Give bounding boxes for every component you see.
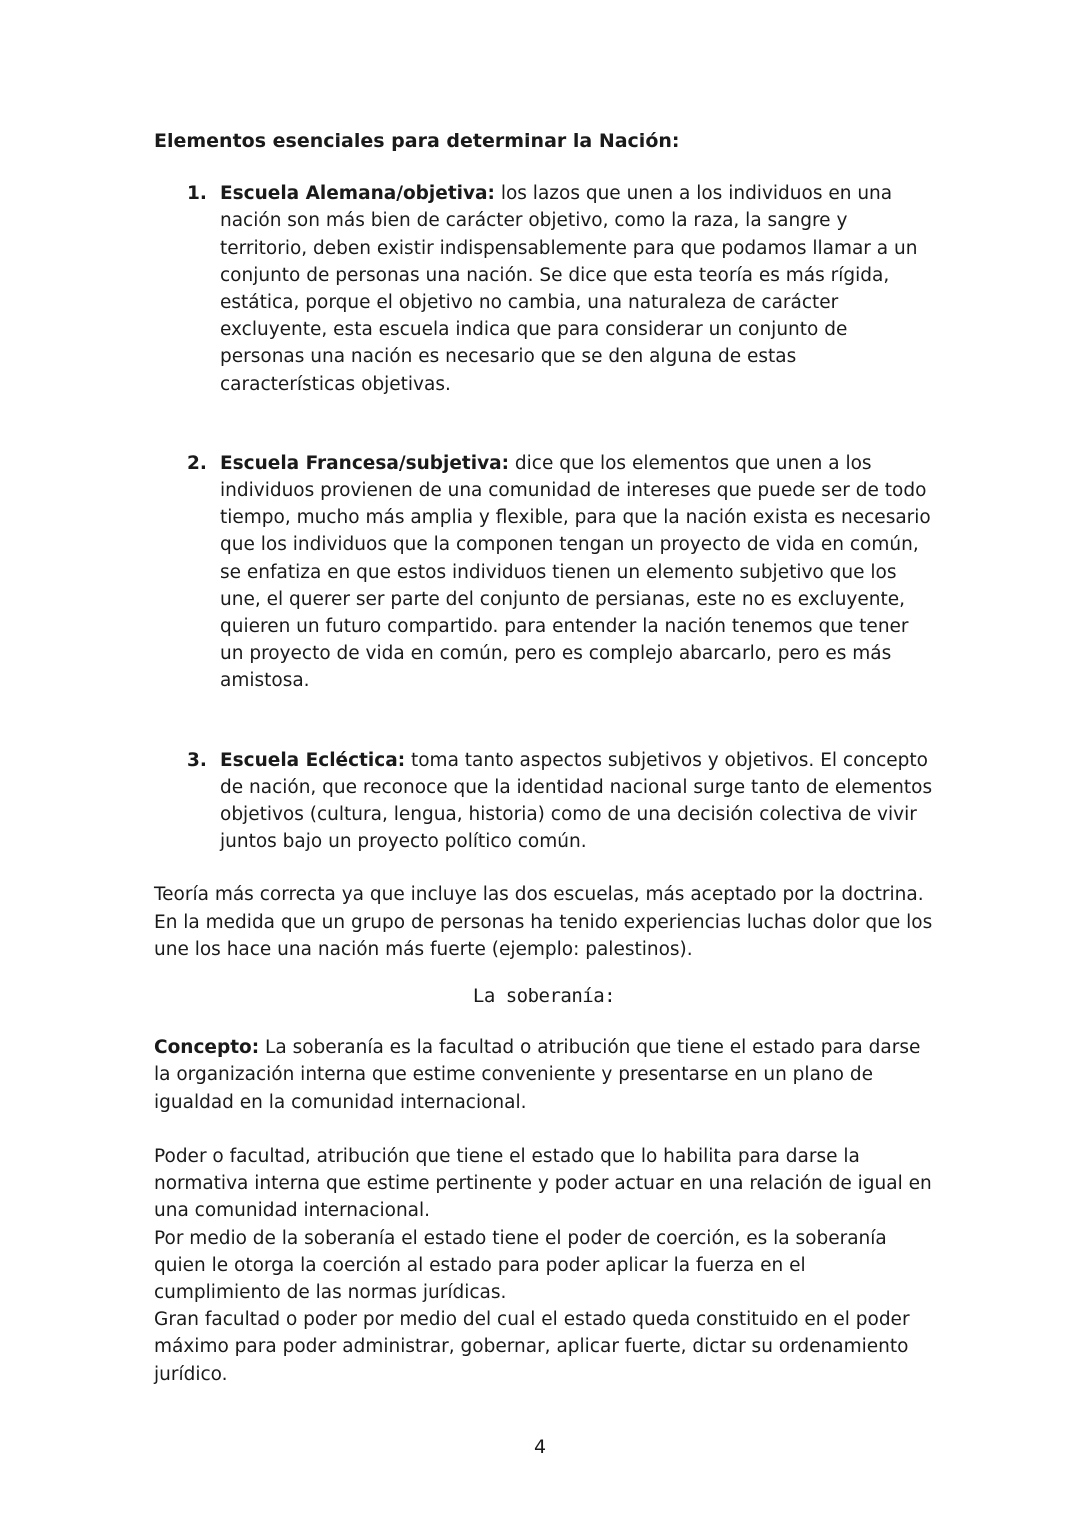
page-number: 4 (533, 1436, 547, 1458)
sovereignty-title: La soberanía: (472, 985, 616, 1008)
concept-term: Concepto: (154, 1037, 260, 1059)
school-term: Escuela Ecléctica: (220, 749, 406, 771)
list-item (154, 450, 934, 695)
document-page (154, 128, 934, 1388)
paragraph-gap (154, 1116, 934, 1143)
body-paragraph: Por medio de la soberanía el estado tiene el poder de coerción, es la soberanía quien le otorga la coerción al estado para poder aplicar la fuerza en el cumplimiento de las normas jurídicas. (154, 1227, 887, 1303)
list-number: 1. (187, 183, 207, 205)
school-description: los lazos que unen a los individuos en una nación son más bien de carácter objetivo, como la raza, la sangre y territorio, deben existir indispensablemente para que podamos llamar a un conjunto de personas una nación. Se dice que esta teoría es más rígida, estática, porque el objetivo no cambia, una naturaleza de carácter excluyente, esta escuela indica que para considerar un conjunto de personas una nación es necesario que se den alguna de estas características objetivas. (220, 183, 918, 395)
school-description: toma tanto aspectos subjetivos y objetivos. El concepto de nación, que reconoce que la identidad nacional surge tanto de elementos objetivos (cultura, lengua, historia) como de una decisión colectiva de vivir juntos bajo un proyecto político común. (220, 749, 933, 853)
body-paragraph: Gran facultad o poder por medio del cual el estado queda constituido en el poder máximo para poder administrar, gobernar, aplicar fuerte, dictar su ordenamiento jurídico. (154, 1309, 910, 1385)
concept-text: La soberanía es la facultad o atribución que tiene el estado para darse la organización interna que estime conveniente y presentarse en un plano de igualdad en la comunidad internacional. (154, 1037, 921, 1113)
body-paragraph: Poder o facultad, atribución que tiene el estado que lo habilita para darse la normativa interna que estime pertinente y poder actuar en una relación de igual en una comunidad internacional. (154, 1145, 932, 1222)
concept-paragraph (154, 1034, 934, 1116)
section-heading: Elementos esenciales para determinar la Nación: (154, 130, 680, 152)
list-item (154, 180, 934, 398)
school-term: Escuela Alemana/objetiva: (220, 183, 495, 205)
school-term: Escuela Francesa/subjetiva: (220, 452, 510, 474)
schools-list (154, 180, 934, 855)
list-number: 2. (187, 452, 207, 474)
list-item (154, 747, 934, 856)
list-number: 3. (187, 749, 207, 771)
eclectic-note: Teoría más correcta ya que incluye las dos escuelas, más aceptado por la doctrina. (154, 884, 924, 906)
school-description: dice que los elementos que unen a los individuos provienen de una comunidad de intereses que puede ser de todo tiempo, mucho más amplia y flexible, para que la nación exista es necesario que los individuos que la componen tengan un proyecto de vida en común, se enfatiza en que estos individuos tienen un elemento subjetivo que los une, el querer ser parte del conjunto de persianas, este no es excluyente, quieren un futuro compartido. para entender la nación tenemos que tener un proyecto de vida en común, pero es complejo abarcarlo, pero es más amistosa. (220, 452, 931, 692)
eclectic-note: En la medida que un grupo de personas ha tenido experiencias luchas dolor que los une los hace una nación más fuerte (ejemplo: palestinos). (154, 911, 933, 960)
